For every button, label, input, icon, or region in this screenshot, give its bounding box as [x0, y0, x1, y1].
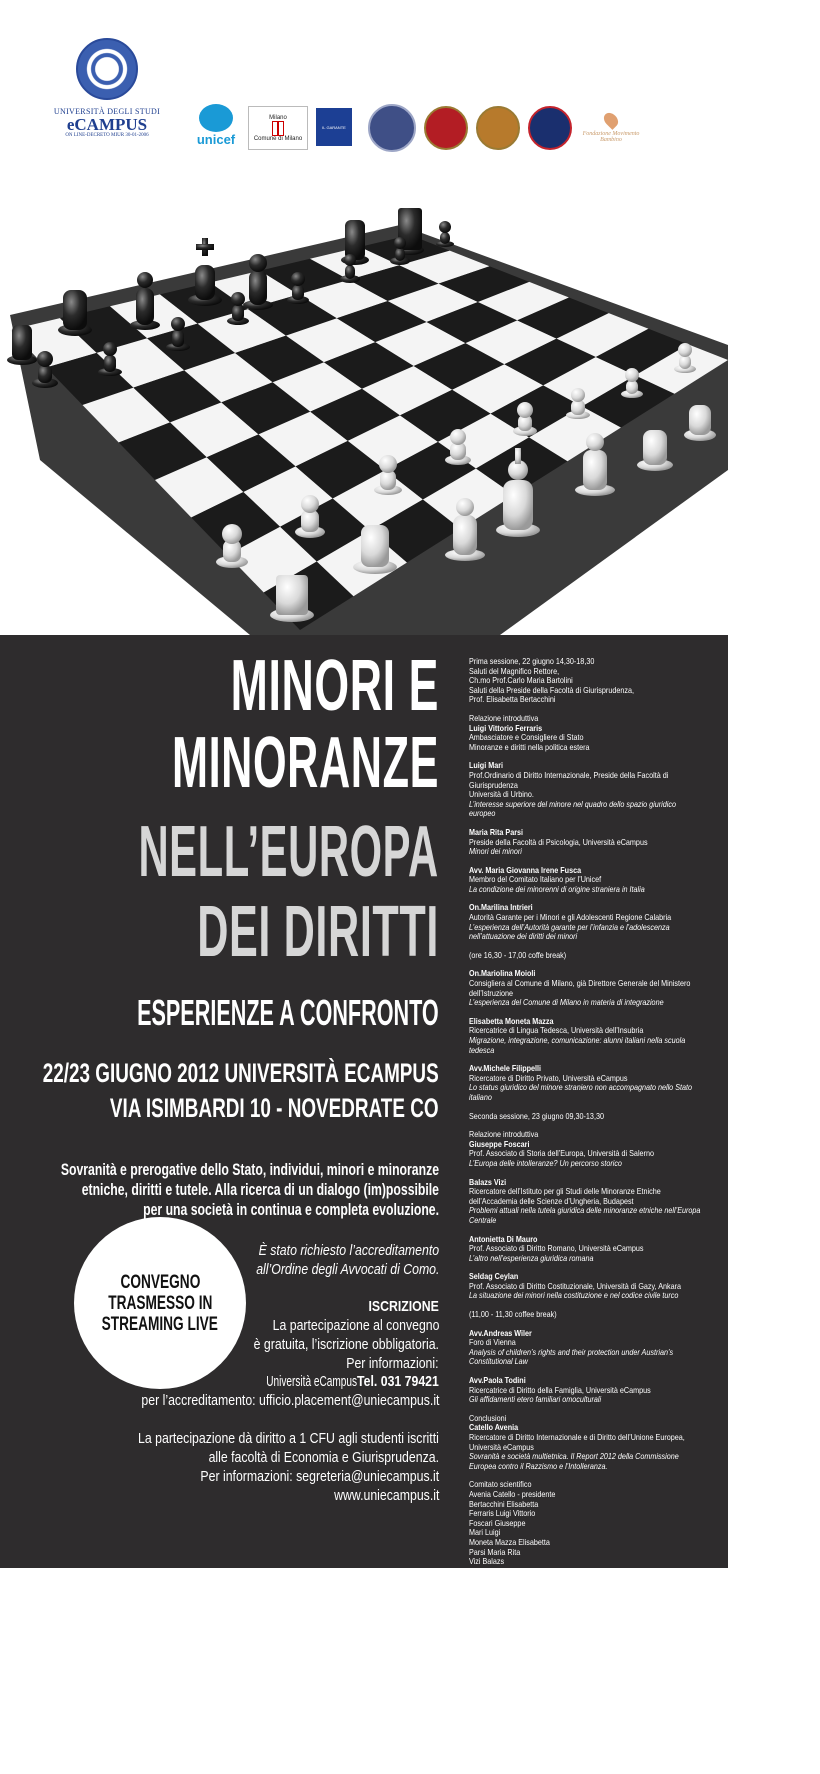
- program-line: Giurisprudenza: [469, 779, 518, 790]
- credits-email[interactable]: Per informazioni: segreteria@uniecampus.it: [200, 1468, 439, 1485]
- talk-title: L’esperienza dell’Autorità garante per l’infanzia e l’adolescenza: [469, 921, 670, 932]
- talk-title: italiano: [469, 1091, 492, 1102]
- program-block: [469, 1112, 717, 1122]
- fondazione-label: Fondazione Movimento Bambino: [582, 130, 640, 143]
- program-line: Mari Luigi: [469, 1527, 501, 1538]
- program-column: [469, 657, 717, 1576]
- program-line: Consigliera al Comune di Milano, già Direttore Generale del Ministero: [469, 978, 691, 989]
- talk-title: Problemi attuali nella tutela giuridica delle minoranze etniche nell’Europa: [469, 1205, 701, 1216]
- program-block: [469, 951, 717, 961]
- program-block: [469, 714, 717, 752]
- program-line: Preside della Facoltà di Psicologia, Università eCampus: [469, 836, 648, 847]
- program-line: Comitato scientifico: [469, 1479, 532, 1490]
- speaker-name: Luigi Mari: [469, 760, 504, 771]
- talk-title: Gli affidamenti etero familiari omoculturali: [469, 1394, 602, 1405]
- talk-title: La condizione dei minorenni di origine straniera in Italia: [469, 883, 645, 894]
- talk-title: Migrazione, integrazione, comunicazione: alunni italiani nella scuola: [469, 1035, 686, 1045]
- program-block: [469, 657, 717, 705]
- program-block: [469, 1064, 717, 1102]
- program-block: [469, 1017, 717, 1055]
- program-block: [469, 1329, 717, 1367]
- program-line: Ch.mo Prof.Carlo Maria Bartolini: [469, 675, 573, 686]
- program-line: Saluti della Preside della Facoltà di Giurisprudenza,: [469, 684, 634, 695]
- program-block: [469, 1414, 717, 1472]
- talk-title: L’interesse superiore del minore nel quadro dello spazio giuridico: [469, 798, 677, 809]
- talk-title: europeo: [469, 808, 496, 819]
- program-line: Prof. Associato di Storia dell’Europa, Università di Salerno: [469, 1148, 654, 1159]
- talk-title: Europea contro il Razzismo e l’Intolleranza.: [469, 1460, 608, 1471]
- talk-title: Analysis of children’s rights and their protection under Austrian’s: [469, 1346, 674, 1357]
- registration-phone[interactable]: Tel. 031 79421: [357, 1373, 439, 1390]
- credits-line: alle facoltà di Economia e Giurisprudenza.: [208, 1449, 439, 1466]
- program-line: Prof. Associato di Diritto Costituzionale, Università di Gazy, Ankara: [469, 1280, 682, 1291]
- program-line: Prima sessione, 22 giugno 14,30-18,30: [469, 656, 595, 666]
- streaming-line: STREAMING LIVE: [101, 1313, 219, 1335]
- program-line: Conclusioni: [469, 1412, 507, 1423]
- program-block: [469, 1272, 717, 1301]
- program-line: dell’Accademia delle Scienze d’Ungheria, Budapest: [469, 1195, 634, 1206]
- speaker-name: Giuseppe Foscari: [469, 1138, 530, 1149]
- speaker-name: On.Mariolina Moioli: [469, 968, 536, 979]
- website-link[interactable]: www.uniecampus.it: [333, 1487, 439, 1504]
- university-seal-icon: [76, 38, 138, 100]
- partner-seal-1-icon: [368, 104, 416, 152]
- speaker-name: Avv.Andreas Wiler: [469, 1327, 532, 1338]
- speaker-name: Maria Rita Parsi: [469, 826, 524, 837]
- speaker-name: Avv.Michele Filippelli: [469, 1063, 542, 1074]
- speaker-name: On.Marilina Intrieri: [469, 902, 533, 913]
- registration-heading: ISCRIZIONE: [368, 1298, 439, 1315]
- milano-name-label: Comune di Milano: [253, 135, 303, 142]
- title-line4: DEI DIRITTI: [197, 892, 439, 972]
- speaker-name: Avv.Paola Todini: [469, 1375, 526, 1386]
- talk-title: Lo status giuridico del minore straniero non accompagnato nello Stato: [469, 1082, 693, 1093]
- talk-title: Sovranità e società multietnica. Il Report 2012 della Commissione: [469, 1451, 679, 1462]
- program-line: Autorità Garante per i Minori e gli Adolescenti Regione Calabria: [469, 912, 672, 923]
- speaker-name: Balazs Vizi: [469, 1176, 507, 1187]
- program-line: Vizi Balazs: [469, 1556, 505, 1567]
- program-line: Ricercatrice di Lingua Tedesca, Università dell’Insubria: [469, 1025, 644, 1036]
- university-name-line2: eCAMPUS: [66, 115, 148, 134]
- university-name-line1: UNIVERSITÀ DEGLI STUDI: [53, 107, 161, 116]
- intro-line: etniche, diritti e tutele. Alla ricerca di un dialogo (im)possibile: [81, 1180, 439, 1199]
- speaker-name: Seldag Ceylan: [469, 1271, 519, 1282]
- program-block: [469, 1178, 717, 1226]
- header-area: [0, 0, 728, 635]
- program-block: [469, 903, 717, 941]
- program-line: Foro di Vienna: [469, 1337, 516, 1348]
- program-line: Università eCampus: [469, 1441, 534, 1452]
- credits-line: La partecipazione dà diritto a 1 CFU agli studenti iscritti: [138, 1430, 439, 1447]
- program-line: Ricercatore di Diritto Privato, Università eCampus: [469, 1072, 628, 1083]
- garante-logo: [316, 108, 352, 146]
- program-line: Prof.Ordinario di Diritto Internazionale, Preside della Facoltà di: [469, 769, 669, 780]
- program-block: [469, 1130, 717, 1168]
- title-line3: NELL’EUROPA: [138, 812, 439, 892]
- talk-title: tedesca: [469, 1044, 495, 1055]
- talk-title: nell’attuazione dei diritti dei minori: [469, 931, 578, 942]
- program-line: Ricercatrice di Diritto della Famiglia, Università eCampus: [469, 1384, 651, 1395]
- event-address: VIA ISIMBARDI 10 - NOVEDRATE CO: [110, 1093, 439, 1123]
- program-line: (11,00 - 11,30 coffee break): [469, 1309, 557, 1320]
- fondazione-flame-icon: [601, 110, 621, 130]
- program-line: Minoranze e diritti nella politica estera: [469, 741, 590, 752]
- talk-title: Centrale: [469, 1214, 497, 1225]
- streaming-line: CONVEGNO: [120, 1271, 200, 1293]
- program-line: (ore 16,30 - 17,00 coffe break): [469, 949, 567, 960]
- partner-seal-3-icon: [476, 106, 520, 150]
- milano-shield-icon: [272, 121, 284, 136]
- registration-line: Per informazioni:: [346, 1355, 439, 1372]
- talk-title: L’Europa delle intolleranze? Un percorso storico: [469, 1157, 622, 1168]
- program-line: Moneta Mazza Elisabetta: [469, 1536, 550, 1547]
- registration-line: è gratuita, l’iscrizione obbligatoria.: [253, 1336, 439, 1353]
- milano-top-label: Milano: [269, 114, 287, 121]
- intro-line: Sovranità e prerogative dello Stato, individui, minori e minoranze: [60, 1160, 440, 1179]
- fondazione-logo: [582, 104, 640, 150]
- streaming-line: TRASMESSO IN: [107, 1292, 213, 1314]
- talk-title: L’altro nell’esperienza giuridica romana: [469, 1252, 594, 1263]
- unicef-label: unicef: [196, 132, 236, 147]
- title-line1: MINORI E: [230, 646, 439, 726]
- partner-seal-4-icon: [528, 106, 572, 150]
- speaker-name: Elisabetta Moneta Mazza: [469, 1015, 554, 1026]
- unicef-logo: [192, 104, 240, 147]
- talk-title: Constitutional Law: [469, 1356, 528, 1367]
- speaker-name: Catello Avenia: [469, 1422, 519, 1433]
- partner-seal-2-icon: [424, 106, 468, 150]
- program-line: Bertacchini Elisabetta: [469, 1498, 539, 1509]
- program-line: Ricercatore dell’Istituto per gli Studi delle Minoranze Etniche: [469, 1186, 661, 1197]
- program-line: Parsi Maria Rita: [469, 1546, 521, 1557]
- comune-milano-logo: [248, 106, 308, 150]
- program-block: [469, 866, 717, 895]
- program-line: Prof. Associato di Diritto Romano, Università eCampus: [469, 1243, 644, 1254]
- event-date: 22/23 GIUGNO 2012 UNIVERSITÀ ECAMPUS: [43, 1058, 439, 1088]
- program-line: Relazione introduttiva: [469, 712, 539, 723]
- accreditation-line: È stato richiesto l’accreditamento: [258, 1242, 439, 1259]
- program-line: Ricercatore di Diritto Internazionale e di Diritto dell’Unione Europea,: [469, 1432, 685, 1442]
- talk-title: La situazione dei minori nella costituzione e nel codice civile turco: [469, 1290, 679, 1301]
- program-line: Relazione introduttiva: [469, 1129, 539, 1140]
- registration-contact: Università eCampusTel. 031 79421: [266, 1373, 439, 1390]
- program-block: [469, 1480, 717, 1566]
- title-line2: MINORANZE: [172, 723, 439, 803]
- accreditation-line: all’Ordine degli Avvocati di Como.: [255, 1261, 439, 1278]
- program-line: Seconda sessione, 23 giugno 09,30-13,30: [469, 1110, 604, 1121]
- program-block: [469, 1376, 717, 1405]
- university-logo: [52, 38, 162, 138]
- program-line: Membro del Comitato Italiano per l’Unicef: [469, 874, 602, 885]
- registration-line: La partecipazione al convegno: [272, 1317, 439, 1334]
- program-block: [469, 828, 717, 857]
- accreditation-email[interactable]: per l’accreditamento: ufficio.placement@uniecampus.it: [140, 1392, 439, 1409]
- unicef-globe-icon: [199, 104, 233, 132]
- talk-title: L’esperienza del Comune di Milano in materia di integrazione: [469, 997, 664, 1008]
- garante-label: IL GARANTE: [322, 124, 346, 130]
- program-line: Foscari Giuseppe: [469, 1517, 526, 1528]
- intro-paragraph: [0, 1160, 439, 1220]
- chessboard-illustration: [0, 180, 728, 635]
- intro-line: per una società in continua e completa evoluzione.: [143, 1200, 439, 1219]
- program-line: Saluti del Magnifico Rettore,: [469, 665, 560, 676]
- program-line: Avenia Catello - presidente: [469, 1488, 556, 1499]
- university-name-line3: ON LINE-DECRETO MIUR 30-01-2006: [65, 133, 149, 138]
- program-block: [469, 761, 717, 819]
- program-block: [469, 1235, 717, 1264]
- program-line: Ambasciatore e Consigliere di Stato: [469, 732, 584, 743]
- program-line: Ferraris Luigi Vittorio: [469, 1508, 536, 1519]
- program-block: [469, 1310, 717, 1320]
- subtitle: ESPERIENZE A CONFRONTO: [137, 992, 439, 1033]
- program-block: [469, 969, 717, 1007]
- speaker-name: Luigi Vittorio Ferraris: [469, 722, 543, 733]
- program-line: Università di Urbino.: [469, 789, 534, 800]
- speaker-name: Antonietta Di Mauro: [469, 1233, 538, 1244]
- program-line: Prof. Elisabetta Bertacchini: [469, 694, 556, 705]
- program-line: dell’Istruzione: [469, 987, 514, 998]
- talk-title: Minori dei minori: [469, 846, 522, 857]
- speaker-name: Avv. Maria Giovanna Irene Fusca: [469, 864, 582, 875]
